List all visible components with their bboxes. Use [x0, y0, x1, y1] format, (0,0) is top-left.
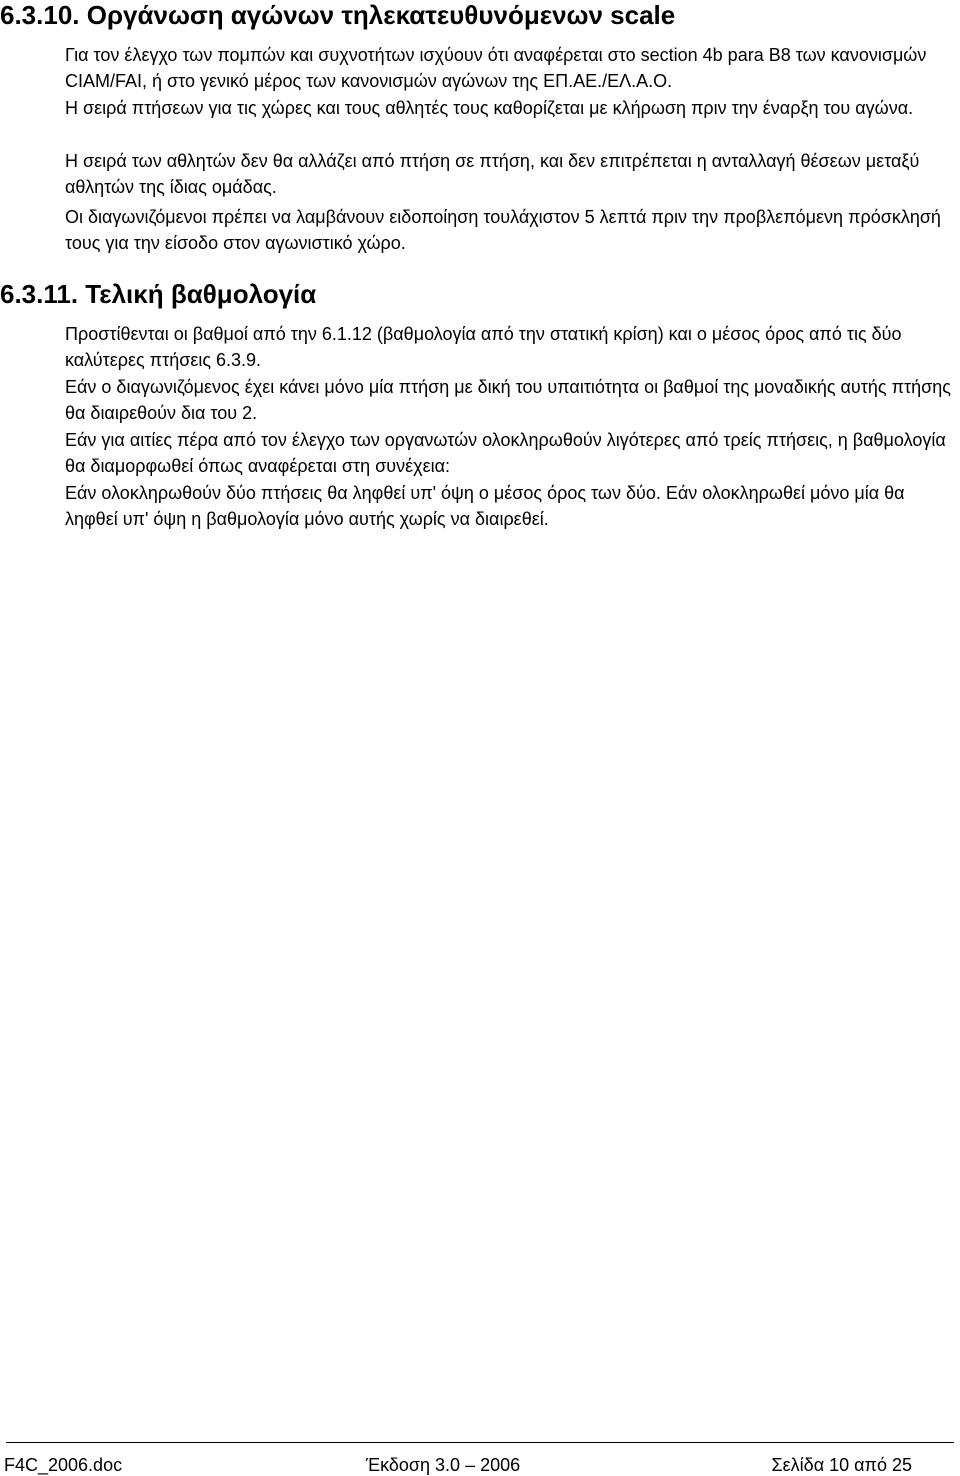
paragraph: Προστίθενται οι βαθμοί από την 6.1.12 (βαθμολογία από την στατική κρίση) και ο μέσος όρος από τις δύο καλύτερες πτήσεις 6.3.9.: [65, 324, 902, 370]
paragraph: Εάν ο διαγωνιζόμενος έχει κάνει μόνο μία πτήση με δική του υπαιτιότητα οι βαθμοί της μοναδικής αυτής πτήσης θα διαιρεθούν δια του 2.: [65, 377, 951, 423]
footer-edition: Έκδοση 3.0 – 2006: [366, 1455, 521, 1475]
paragraph: Οι διαγωνιζόμενοι πρέπει να λαμβάνουν ειδοποίηση τουλάχιστον 5 λεπτά πριν την προβλεπόμενη πρόσκλησή τους για την είσοδο στον αγωνιστικό χώρο.: [65, 207, 941, 253]
paragraph: Για τον έλεγχο των πομπών και συχνοτήτων ισχύουν ότι αναφέρεται στο section 4b para B8 των κανονισμών CIAM/FAI, ή στο γενικό μέρος των κανονισμών αγώνων της ΕΠ.ΑΕ./ΕΛ.Α.Ο.: [65, 45, 927, 91]
page-footer: [0, 1442, 960, 1475]
paragraph: Εάν ολοκληρωθούν δύο πτήσεις θα ληφθεί υπ' όψη ο μέσος όρος των δύο. Εάν ολοκληρωθεί μόνο μία θα ληφθεί υπ' όψη η βαθμολογία μόνο αυτής χωρίς να διαιρεθεί.: [65, 483, 905, 529]
paragraph: Η σειρά πτήσεων για τις χώρες και τους αθλητές τους καθορίζεται με κλήρωση πριν την έναρξη του αγώνα.: [65, 98, 914, 118]
footer-page-number: Σελίδα 10 από 25: [771, 1455, 912, 1475]
section-heading-6-3-10: 6.3.10. Οργάνωση αγώνων τηλεκατευθυνόμενων scale: [0, 0, 676, 30]
footer-filename: F4C_2006.doc: [4, 1455, 123, 1475]
section-heading-6-3-11: 6.3.11. Τελική βαθμολογία: [0, 279, 317, 309]
paragraph: Εάν για αιτίες πέρα από τον έλεγχο των οργανωτών ολοκληρωθούν λιγότερες από τρείς πτήσεις, η βαθμολογία θα διαμορφωθεί όπως αναφέρεται στη συνέχεια:: [65, 430, 946, 476]
footer-divider: [6, 1442, 954, 1443]
paragraph: Η σειρά των αθλητών δεν θα αλλάζει από πτήση σε πτήση, και δεν επιτρέπεται η ανταλλαγή θέσεων μεταξύ αθλητών της ίδιας ομάδας.: [65, 151, 920, 197]
